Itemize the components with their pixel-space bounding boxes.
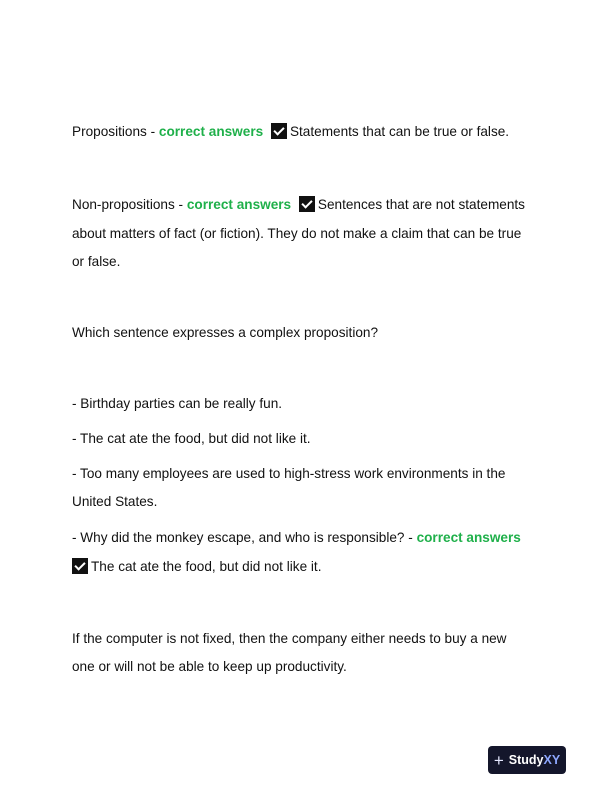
brand-name: StudyXY [508,753,561,767]
answer-continuation: or false. [72,254,121,269]
question-prompt: Which sentence expresses a complex proposition? [72,325,379,340]
checkmark-icon [72,558,88,574]
non-propositions-line [72,196,542,214]
option-item: United States. [72,494,158,509]
propositions-line [72,123,542,141]
option-item: - Birthday parties can be really fun. [72,396,283,411]
correct-answers-label: correct answers [416,530,521,545]
answer-continuation: about matters of fact (or fiction). They do not make a claim that can be true [72,226,522,241]
answer-text: Sentences that are not statements [317,197,525,212]
next-question-line: one or will not be able to keep up productivity. [72,659,347,674]
correct-answers-label: correct answers [158,124,264,139]
next-question-line: If the computer is not fixed, then the company either needs to buy a new [72,631,507,646]
plus-icon: + [493,750,504,770]
option-item-last [72,529,542,547]
question-answer-line [72,558,542,576]
correct-answers-label: correct answers [186,197,292,212]
option-item: - The cat ate the food, but did not like it. [72,431,311,446]
term-propositions: Propositions - [72,124,159,139]
term-non-propositions: Non-propositions - [72,197,187,212]
checkmark-icon [299,196,315,212]
answer-text: Statements that can be true or false. [289,124,510,139]
answer-text: The cat ate the food, but did not like it. [91,559,322,574]
option-item: - Too many employees are used to high-stress work environments in the [72,466,506,481]
checkmark-icon [271,123,287,139]
studyxy-logo [488,746,566,774]
option-text: - Why did the monkey escape, and who is responsible? - [72,530,417,545]
